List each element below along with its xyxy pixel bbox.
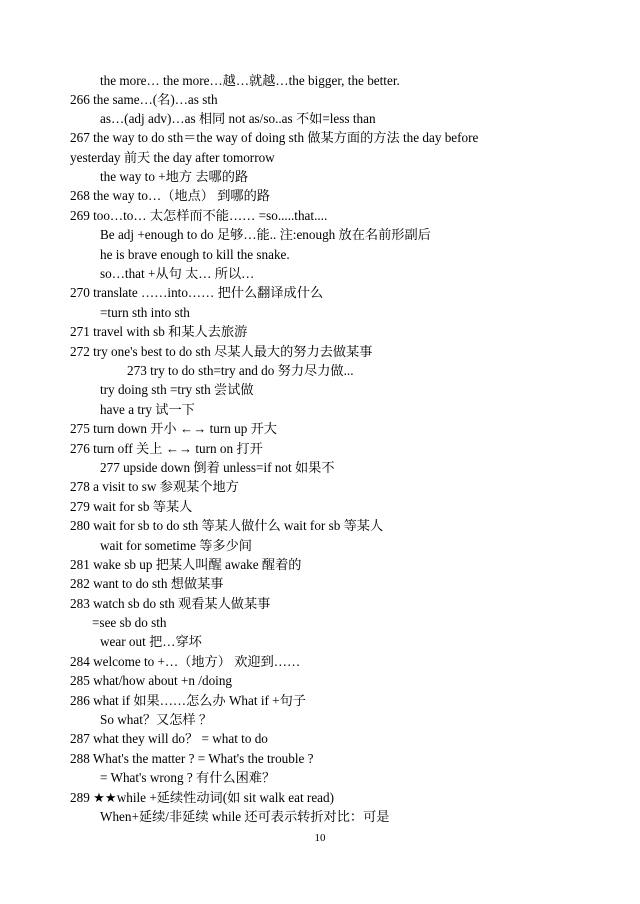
text-line: so…that +从句 太… 所以… [100, 266, 255, 281]
text-line: 267 the way to do sth＝the way of doing sth 做某方面的方法 the day before [70, 130, 479, 145]
text-line: When+延续/非延续 while 还可表示转折对比：可是 [100, 809, 390, 824]
text-line: 286 what if 如果……怎么办 What if +句子 [70, 693, 306, 708]
text-line: 277 upside down 倒着 unless=if not 如果不 [100, 460, 335, 475]
text-line: =see sb do sth [92, 615, 167, 630]
page-number: 10 [314, 832, 326, 844]
text-line: 288 What's the matter ? = What's the trouble ? [70, 751, 314, 766]
text-line: 270 translate ……into…… 把什么翻译成什么 [70, 285, 324, 300]
text-line: 282 want to do sth 想做某事 [70, 576, 224, 591]
text-line: 289 ★★while +延续性动词(如 sit walk eat read) [70, 790, 335, 805]
text-line: he is brave enough to kill the snake. [100, 247, 290, 262]
text-line: wear out 把…穿坏 [100, 634, 202, 649]
text-line: =turn sth into sth [100, 305, 190, 320]
text-line: the way to +地方 去哪的路 [100, 169, 249, 184]
text-line: the more… the more…越…就越…the bigger, the better. [100, 73, 400, 88]
text-line: Be adj +enough to do 足够…能.. 注:enough 放在名前形副后 [100, 227, 431, 242]
text-line: 283 watch sb do sth 观看某人做某事 [70, 596, 271, 611]
text-line: 275 turn down 开小 ←→ turn up 开大 [70, 421, 277, 436]
text-line: 273 try to do sth=try and do 努力尽力做... [127, 363, 354, 378]
text-line: 281 wake sb up 把某人叫醒 awake 醒着的 [70, 557, 302, 572]
text-line: wait for sometime 等多少间 [100, 538, 252, 553]
text-line: = What's wrong ? 有什么困难？ [100, 770, 276, 785]
text-line: 284 welcome to +…（地方） 欢迎到…… [70, 654, 301, 669]
text-line: have a try 试一下 [100, 402, 195, 417]
text-line: So what？又怎样 ？ [100, 712, 213, 727]
text-line: 276 turn off 关上 ←→ turn on 打开 [70, 441, 263, 456]
text-line: 280 wait for sb to do sth 等某人做什么 wait for sb 等某人 [70, 518, 384, 533]
text-line: 269 too…to… 太怎样而不能…… =so.....that.... [70, 208, 328, 223]
text-line: 278 a visit to sw 参观某个地方 [70, 479, 239, 494]
text-line: yesterday 前天 the day after tomorrow [70, 150, 275, 165]
text-line: 285 what/how about +n /doing [70, 673, 233, 688]
text-line: 266 the same…(名)…as sth [70, 92, 218, 107]
text-line: 272 try one's best to do sth 尽某人最大的努力去做某事 [70, 344, 373, 359]
text-line: as…(adj adv)…as 相同 not as/so..as 不如=less than [100, 111, 376, 126]
text-line: 271 travel with sb 和某人去旅游 [70, 324, 248, 339]
text-line: 279 wait for sb 等某人 [70, 499, 193, 514]
text-line: 268 the way to…（地点） 到哪的路 [70, 188, 270, 203]
text-line: try doing sth =try sth 尝试做 [100, 382, 254, 397]
text-line: 287 what they will do？ = what to do [70, 731, 268, 746]
